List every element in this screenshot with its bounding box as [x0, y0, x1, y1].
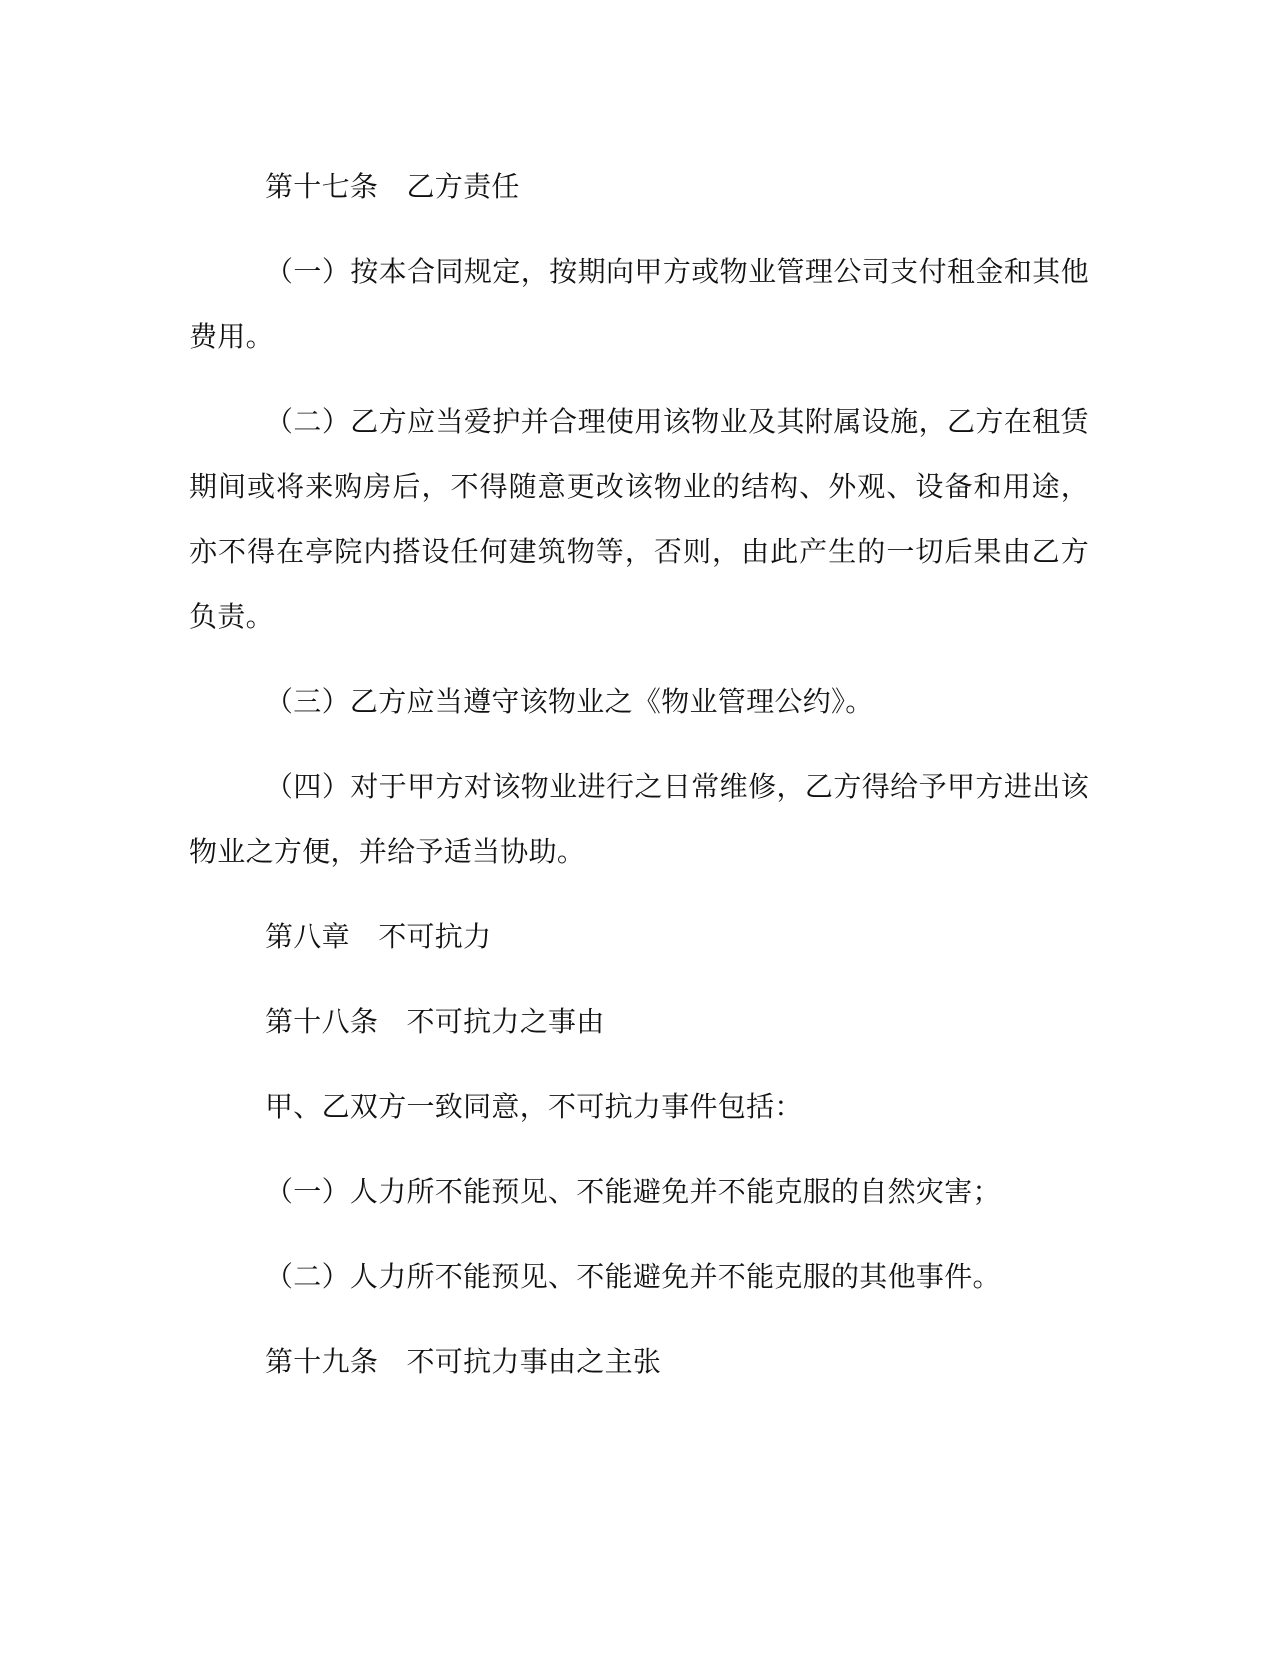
article-17-clause-1: （一）按本合同规定，按期向甲方或物业管理公司支付租金和其他费用。 [189, 255, 1089, 353]
article-18-item-2: （二）人力所不能预见、不能避免并不能克服的其他事件。 [265, 1260, 1001, 1293]
document-body [189, 154, 1089, 1414]
article-19-heading: 第十九条 不可抗力事由之主张 [265, 1345, 662, 1378]
chapter-8-heading: 第八章 不可抗力 [265, 920, 492, 953]
article-18-intro: 甲、乙双方一致同意，不可抗力事件包括： [265, 1090, 803, 1123]
article-18-item-1: （一）人力所不能预见、不能避免并不能克服的自然灾害； [265, 1175, 1001, 1208]
article-17-clause-4: （四）对于甲方对该物业进行之日常维修，乙方得给予甲方进出该物业之方便，并给予适当协助。 [189, 770, 1089, 868]
article-17-heading: 第十七条 乙方责任 [265, 170, 520, 203]
article-17-clause-2: （二）乙方应当爱护并合理使用该物业及其附属设施，乙方在租赁期间或将来购房后，不得随意更改该物业的结构、外观、设备和用途，亦不得在亭院内搭设任何建筑物等，否则，由此产生的一切后果由乙方负责。 [189, 405, 1089, 633]
article-18-heading: 第十八条 不可抗力之事由 [265, 1005, 605, 1038]
article-17-clause-3: （三）乙方应当遵守该物业之《物业管理公约》。 [265, 685, 874, 718]
